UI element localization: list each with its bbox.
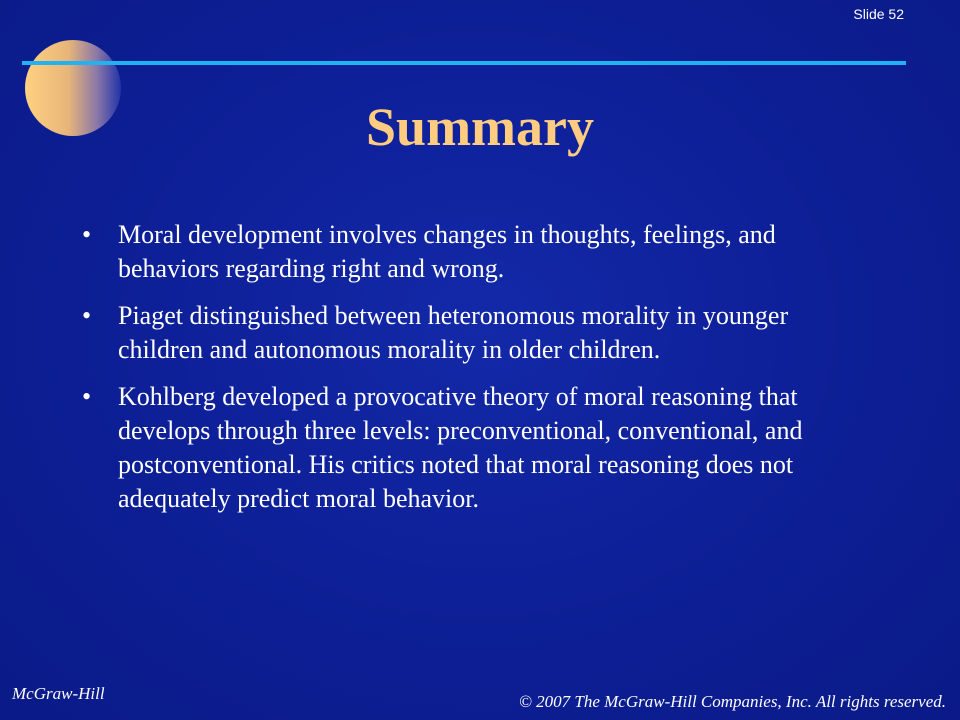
bullet-icon: •	[82, 382, 92, 411]
bullet-text: Moral development involves changes in thoughts, feelings, and behaviors regarding right and wrong.	[118, 220, 776, 283]
bullet-text: Kohlberg developed a provocative theory of moral reasoning that develops through three levels: preconventional, conventional, and postconventional. His critics noted that moral reasoning does not adequately predict moral behavior.	[118, 382, 803, 513]
slide-number: Slide 52	[853, 6, 904, 22]
top-divider	[22, 61, 906, 65]
bullet-icon: •	[82, 220, 92, 249]
bullet-list	[78, 218, 878, 529]
copyright-notice: © 2007 The McGraw-Hill Companies, Inc. All rights reserved.	[518, 692, 946, 711]
publisher-label: McGraw-Hill	[12, 684, 105, 703]
bullet-item	[78, 299, 878, 367]
slide-title: Summary	[366, 97, 594, 157]
bullet-item	[78, 380, 878, 516]
bullet-icon: •	[82, 301, 92, 330]
bullet-item	[78, 218, 878, 286]
bullet-text: Piaget distinguished between heteronomous morality in younger children and autonomous morality in older children.	[118, 301, 789, 364]
